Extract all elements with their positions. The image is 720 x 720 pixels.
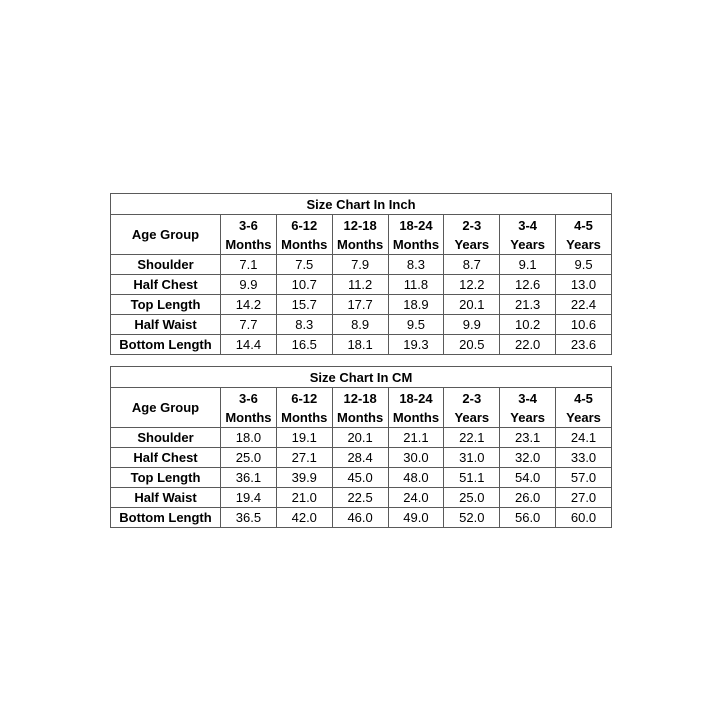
table-row: [111, 508, 612, 528]
table-cell: 20.1: [332, 428, 388, 448]
table-cell: 16.5: [276, 335, 332, 355]
table-cell: 28.4: [332, 448, 388, 468]
column-header-unit: Months: [281, 409, 328, 425]
column-header-range: 18-24: [399, 390, 433, 406]
table-row: [111, 275, 612, 295]
table-cell: 32.0: [500, 448, 556, 468]
table-cell: 21.0: [276, 488, 332, 508]
table-cell: 11.2: [332, 275, 388, 295]
table-cell: 54.0: [500, 468, 556, 488]
column-header: [444, 215, 500, 255]
age-group-header: Age Group: [111, 215, 221, 255]
row-label: Bottom Length: [111, 335, 221, 355]
column-header: [388, 215, 444, 255]
row-label: Half Waist: [111, 315, 221, 335]
table-cell: 20.1: [444, 295, 500, 315]
table-cell: 52.0: [444, 508, 500, 528]
table-cell: 10.6: [556, 315, 612, 335]
table-cell: 10.7: [276, 275, 332, 295]
table-cell: 25.0: [221, 448, 277, 468]
table-cell: 7.7: [221, 315, 277, 335]
table-cell: 45.0: [332, 468, 388, 488]
table-cell: 9.5: [388, 315, 444, 335]
table-cell: 42.0: [276, 508, 332, 528]
table-cell: 26.0: [500, 488, 556, 508]
inch-size-table: [110, 193, 612, 355]
table-cell: 31.0: [444, 448, 500, 468]
table-cell: 22.5: [332, 488, 388, 508]
table-cell: 33.0: [556, 448, 612, 468]
row-label: Shoulder: [111, 255, 221, 275]
column-header-range: 18-24: [399, 217, 433, 233]
table-cell: 21.3: [500, 295, 556, 315]
column-header-unit: Years: [566, 409, 601, 425]
table-cell: 22.0: [500, 335, 556, 355]
table-cell: 23.6: [556, 335, 612, 355]
table-cell: 22.4: [556, 295, 612, 315]
column-header: [444, 388, 500, 428]
table-title-row: [111, 194, 612, 215]
column-header: [332, 215, 388, 255]
table-row: [111, 468, 612, 488]
table-cell: 56.0: [500, 508, 556, 528]
table-cell: 9.1: [500, 255, 556, 275]
column-header-range: 4-5: [574, 217, 593, 233]
table-cell: 7.1: [221, 255, 277, 275]
column-header-unit: Months: [337, 236, 384, 252]
table-title: Size Chart In CM: [111, 367, 612, 388]
table-cell: 17.7: [332, 295, 388, 315]
column-header-range: 3-4: [518, 217, 538, 233]
column-header: [276, 388, 332, 428]
row-label: Bottom Length: [111, 508, 221, 528]
column-header-unit: Months: [281, 236, 328, 252]
row-label: Top Length: [111, 295, 221, 315]
column-header-unit: Years: [510, 409, 545, 425]
table-cell: 15.7: [276, 295, 332, 315]
column-header-unit: Months: [225, 409, 272, 425]
table-row: [111, 448, 612, 468]
table-cell: 11.8: [388, 275, 444, 295]
table-cell: 10.2: [500, 315, 556, 335]
column-header: [221, 215, 277, 255]
table-cell: 49.0: [388, 508, 444, 528]
table-cell: 9.5: [556, 255, 612, 275]
header-row: [111, 215, 612, 255]
column-header-unit: Months: [392, 236, 440, 252]
table-cell: 18.0: [221, 428, 277, 448]
column-header-unit: Months: [337, 409, 384, 425]
table-cell: 27.1: [276, 448, 332, 468]
table-cell: 39.9: [276, 468, 332, 488]
table-title: Size Chart In Inch: [111, 194, 612, 215]
table-cell: 60.0: [556, 508, 612, 528]
table-cell: 24.0: [388, 488, 444, 508]
table-cell: 48.0: [388, 468, 444, 488]
cm-size-table: [110, 366, 612, 528]
table-cell: 12.2: [444, 275, 500, 295]
table-cell: 24.1: [556, 428, 612, 448]
table-cell: 57.0: [556, 468, 612, 488]
row-label: Top Length: [111, 468, 221, 488]
column-header-range: 3-6: [239, 390, 258, 406]
table-cell: 23.1: [500, 428, 556, 448]
table-cell: 20.5: [444, 335, 500, 355]
table-cell: 18.1: [332, 335, 388, 355]
table-row: [111, 315, 612, 335]
column-header: [276, 215, 332, 255]
column-header: [221, 388, 277, 428]
row-label: Half Waist: [111, 488, 221, 508]
column-header-range: 2-3: [462, 390, 482, 406]
table-cell: 8.3: [388, 255, 444, 275]
column-header-range: 6-12: [291, 390, 318, 406]
table-cell: 13.0: [556, 275, 612, 295]
table-cell: 9.9: [444, 315, 500, 335]
column-header-unit: Years: [566, 236, 601, 252]
column-header-unit: Months: [225, 236, 272, 252]
column-header: [556, 388, 612, 428]
row-label: Half Chest: [111, 275, 221, 295]
table-row: [111, 428, 612, 448]
column-header-unit: Months: [392, 409, 440, 425]
row-label: Half Chest: [111, 448, 221, 468]
column-header-range: 4-5: [574, 390, 593, 406]
column-header-range: 6-12: [291, 217, 318, 233]
table-cell: 36.5: [221, 508, 277, 528]
table-cell: 27.0: [556, 488, 612, 508]
column-header: [332, 388, 388, 428]
table-row: [111, 255, 612, 275]
row-label: Shoulder: [111, 428, 221, 448]
table-cell: 19.3: [388, 335, 444, 355]
table-cell: 8.7: [444, 255, 500, 275]
table-cell: 14.2: [221, 295, 277, 315]
table-cell: 19.1: [276, 428, 332, 448]
column-header: [500, 388, 556, 428]
table-cell: 30.0: [388, 448, 444, 468]
column-header: [388, 388, 444, 428]
table-cell: 12.6: [500, 275, 556, 295]
table-cell: 7.5: [276, 255, 332, 275]
header-row: [111, 388, 612, 428]
table-cell: 8.3: [276, 315, 332, 335]
table-cell: 46.0: [332, 508, 388, 528]
column-header-range: 3-4: [518, 390, 538, 406]
table-cell: 8.9: [332, 315, 388, 335]
column-header-unit: Years: [510, 236, 545, 252]
table-cell: 25.0: [444, 488, 500, 508]
column-header-range: 12-18: [343, 390, 377, 406]
table-cell: 7.9: [332, 255, 388, 275]
table-cell: 36.1: [221, 468, 277, 488]
table-cell: 14.4: [221, 335, 277, 355]
column-header-range: 12-18: [343, 217, 377, 233]
column-header: [556, 215, 612, 255]
column-header-range: 3-6: [239, 217, 258, 233]
table-cell: 21.1: [388, 428, 444, 448]
table-cell: 51.1: [444, 468, 500, 488]
age-group-header: Age Group: [111, 388, 221, 428]
column-header-unit: Years: [454, 409, 490, 425]
table-cell: 9.9: [221, 275, 277, 295]
table-row: [111, 488, 612, 508]
table-cell: 18.9: [388, 295, 444, 315]
table-title-row: [111, 367, 612, 388]
column-header-range: 2-3: [462, 217, 482, 233]
table-row: [111, 295, 612, 315]
table-row: [111, 335, 612, 355]
column-header-unit: Years: [454, 236, 490, 252]
column-header: [500, 215, 556, 255]
table-cell: 22.1: [444, 428, 500, 448]
table-cell: 19.4: [221, 488, 277, 508]
